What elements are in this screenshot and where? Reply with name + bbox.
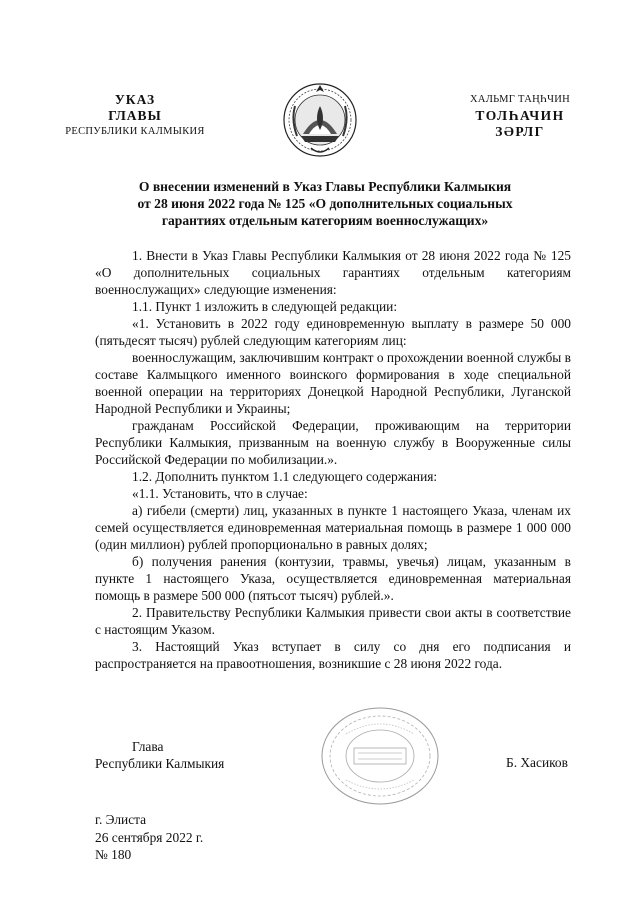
position-line1: Глава bbox=[132, 739, 164, 754]
header-left-line2: ГЛАВЫ bbox=[108, 108, 162, 123]
document-title bbox=[100, 178, 550, 229]
position-line2: Республики Калмыкия bbox=[95, 756, 225, 771]
paragraph: 1.2. Дополнить пунктом 1.1 следующего содержания: bbox=[132, 469, 438, 484]
header-right-line2: ТОЛҺАЧИН bbox=[475, 108, 565, 123]
issue-city: г. Элиста bbox=[95, 812, 147, 827]
header-right-line1: ХАЛЬМГ ТАҢҺЧИН bbox=[470, 94, 570, 105]
document-footer bbox=[95, 811, 203, 864]
paragraph: 1. Внести в Указ Главы Республики Калмыкия от 28 июня 2022 года № 125 «О дополнительных социальных гарантиях отдельным категориям военнослужащих» следующие изменения: bbox=[95, 248, 571, 297]
header-left-line1: УКАЗ bbox=[114, 92, 156, 107]
paragraph: гражданам Российской Федерации, проживающим на территории Республики Калмыкия, призванным на военную службу в Вооруженные силы Российской Федерации по мобилизации.». bbox=[95, 418, 571, 467]
paragraph: а) гибели (смерти) лиц, указанных в пункте 1 настоящего Указа, членам их семей осуществляется единовременная материальная помощь в размере 1 000 000 (один миллион) рублей пропорционально в равных долях; bbox=[95, 503, 571, 552]
header-left-line3: РЕСПУБЛИКИ КАЛМЫКИЯ bbox=[65, 126, 205, 137]
decree-number: № 180 bbox=[95, 847, 132, 862]
title-line: гарантиях отдельным категориям военнослужащих» bbox=[161, 213, 489, 228]
paragraph: 2. Правительству Республики Калмыкия привести свои акты в соответствие с настоящим Указом. bbox=[95, 605, 571, 637]
header-left bbox=[50, 92, 220, 140]
header-right bbox=[445, 92, 595, 140]
paragraph: 1.1. Пункт 1 изложить в следующей редакции: bbox=[132, 299, 398, 314]
coat-of-arms-icon bbox=[281, 76, 359, 164]
official-seal-stamp bbox=[316, 704, 444, 808]
paragraph: б) получения ранения (контузии, травмы, увечья) лицам, указанным в пункте 1 настоящего Указа, осуществляется единовременная материальная помощь в размере 500 000 (пятьсот тысяч) рублей.». bbox=[95, 554, 571, 603]
paragraph: «1. Установить в 2022 году единовременную выплату в размере 50 000 (пятьдесят тысяч) рублей следующим категориям лиц: bbox=[95, 316, 571, 348]
title-line: О внесении изменений в Указ Главы Республики Калмыкия bbox=[138, 179, 512, 194]
title-line: от 28 июня 2022 года № 125 «О дополнительных социальных bbox=[137, 196, 513, 211]
paragraph: военнослужащим, заключившим контракт о прохождении военной службы в составе Калмыцкого именного воинского формирования в ходе специальной военной операции на территориях Донецкой Народной Республики, Луганской Народной Республики и Украины; bbox=[95, 350, 571, 416]
document-body bbox=[95, 247, 571, 672]
header-right-line3: ЗӘРЛГ bbox=[495, 124, 545, 139]
paragraph: 3. Настоящий Указ вступает в силу со дня его подписания и распространяется на правоотношения, возникшие с 28 июня 2022 года. bbox=[95, 639, 571, 671]
issue-date: 26 сентября 2022 г. bbox=[95, 829, 204, 845]
signatory-name: Б. Хасиков bbox=[506, 755, 568, 770]
paragraph: «1.1. Установить, что в случае: bbox=[132, 486, 308, 501]
signature-position bbox=[95, 738, 224, 772]
